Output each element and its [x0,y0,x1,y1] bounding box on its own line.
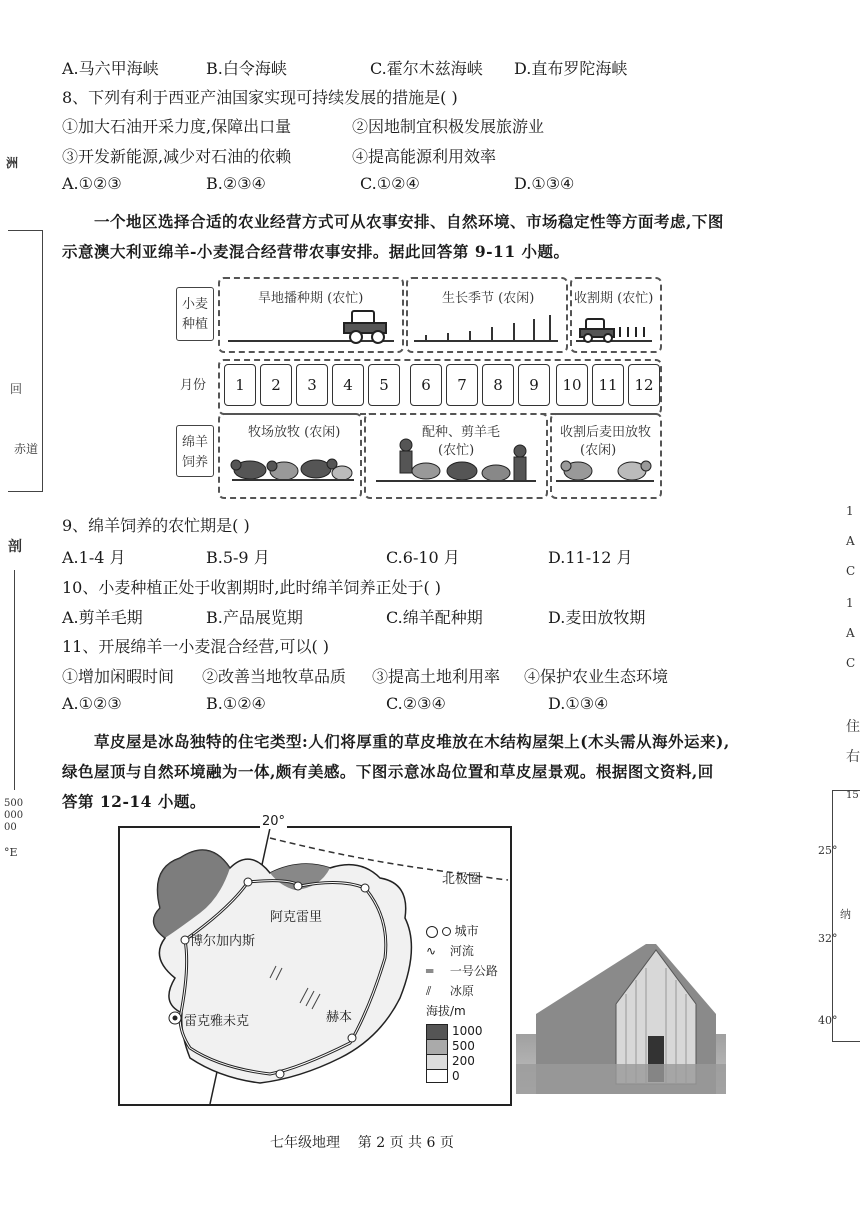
right-margin-text-13: 40° [818,1014,838,1027]
q10-option-b: B.产品展览期 [206,608,303,627]
sheep-flock-grazing-icon [231,459,354,480]
q11-option-a: A.①②③ [62,694,122,713]
month-1: 1 [224,364,256,406]
q7-option-d: D.直布罗陀海峡 [514,59,628,78]
elevation-1000: 1000 [452,1024,483,1038]
right-margin-text-9: 15 [846,790,859,801]
right-margin-text-1: 1 [846,504,854,518]
q10-stem: 10、小麦种植正处于收割期时,此时绵羊饲养正处于( ) [62,578,442,597]
q11-option-d: D.①③④ [548,694,609,713]
right-margin-text-3: C [846,564,856,578]
month-11: 11 [592,364,624,406]
q10-option-d: D.麦田放牧期 [548,608,646,627]
q11-option-b: B.①②④ [206,694,266,713]
map-city-akureyri: 阿克雷里 [270,910,323,925]
sheep-phase-stubble-label-1: 收割后麦田放牧 [560,425,652,440]
elevation-500: 500 [452,1039,475,1053]
legend-road-label: 一号公路 [449,964,498,978]
intro-paragraph-2-line-2: 绿色屋顶与自然环境融为一体,颇有美感。下图示意冰岛位置和草皮屋景观。根据图文资料,回 [62,762,714,781]
river-symbol-icon: ∿ [426,944,437,958]
q9-option-c: C.6-10 月 [386,548,460,567]
q8-option-d: D.①③④ [514,174,575,193]
wheat-row-label-line-2: 种植 [182,317,209,332]
month-2: 2 [260,364,292,406]
q8-statement-4: ④提高能源利用效率 [352,147,497,166]
intro-paragraph-2-line-3: 答第 12-14 小题。 [62,792,206,811]
month-10: 10 [556,364,588,406]
legend-elevation-title: 海拔/m [426,1004,466,1018]
left-margin-text-7: 00 [4,822,17,833]
q8-option-c: C.①②④ [360,174,420,193]
q8-option-a: A.①②③ [62,174,122,193]
q9-option-b: B.5-9 月 [206,548,270,567]
page-footer: 七年级地理 第 2 页 共 6 页 [270,1135,454,1151]
city-akureyri-marker [294,882,302,890]
intro-paragraph-1-line-2: 示意澳大利亚绵羊-小麦混合经营带农事安排。据此回答第 9-11 小题。 [62,242,570,261]
q11-statement-1: ①增加闲暇时间 [62,667,175,686]
elevation-0: 0 [452,1069,460,1083]
right-margin-text-7: 住 [846,719,860,735]
elevation-200: 200 [452,1054,475,1068]
right-margin-text-11: 纳 [840,908,851,921]
legend-city [426,922,510,942]
iceland-map [118,814,512,1106]
month-7: 7 [446,364,478,406]
q11-statement-3: ③提高土地利用率 [372,667,501,686]
glacier-symbol-icon: ⫽ [426,984,432,998]
q10-option-c: C.绵羊配种期 [386,608,483,627]
q8-option-b: B.②③④ [206,174,266,193]
legend-road [426,962,510,982]
q11-statement-2: ②改善当地牧草品质 [202,667,347,686]
q11-statement-4: ④保护农业生态环境 [524,667,669,686]
month-3: 3 [296,364,328,406]
map-city-reykjavik: 雷克雅未克 [184,1014,250,1029]
wheat-phase-harvest-label: 收割期 (农忙) [574,291,654,306]
q8-statement-2: ②因地制宜积极发展旅游业 [352,117,545,136]
sheep-phase-stubble-label-2: (农闲) [580,443,617,458]
city-borgarnes-marker [181,936,189,944]
sheep-phase-breeding-label-1: 配种、剪羊毛 [422,425,501,440]
right-margin-text-6: C [846,656,856,670]
legend-city-label: 城市 [454,924,479,938]
month-12: 12 [628,364,660,406]
q11-stem: 11、开展绵羊一小麦混合经营,可以( ) [62,637,330,656]
month-8: 8 [482,364,514,406]
left-margin-text-6: 000 [4,810,24,821]
map-city-hofn: 赫本 [326,1010,353,1025]
legend-elevation-scale [426,1024,510,1082]
q11-option-c: C.②③④ [386,694,446,713]
turf-house-photo [516,944,726,1094]
left-margin-text-2: 回 [10,382,23,396]
intro-paragraph-2-line-1: 草皮屋是冰岛独特的住宅类型:人们将厚重的草皮堆放在木结构屋架上(木头需从海外运来), [94,732,730,751]
left-margin-text-4: 剖 [8,539,22,555]
map-city-borgarnes: 博尔加内斯 [190,934,256,949]
left-margin-text-5: 500 [4,798,24,809]
sheep-row-label-line-1: 绵羊 [182,435,209,450]
q7-option-c: C.霍尔木兹海峡 [370,59,483,78]
right-margin-text-8: 右 [846,749,860,765]
legend-glacier [426,982,510,1002]
sheep-stubble-grazing-icon [556,461,654,481]
q8-statement-1: ①加大石油开采力度,保障出口量 [62,117,292,136]
right-margin-text-2: A [846,534,855,548]
q8-statement-3: ③开发新能源,减少对石油的依赖 [62,147,292,166]
q7-option-a: A.马六甲海峡 [62,59,159,78]
shearing-scene-icon [376,439,536,481]
q9-stem: 9、绵羊饲养的农忙期是( ) [62,516,250,535]
wheat-row-label-line-1: 小麦 [182,297,209,312]
legend-river [426,942,510,962]
sheep-row-illustration [176,275,666,500]
q10-option-a: A.剪羊毛期 [62,608,143,627]
month-6: 6 [410,364,442,406]
left-margin-text-8: °E [4,846,18,859]
map-longitude-label: 20° [262,814,286,829]
left-margin-text-3: 赤道 [14,442,39,456]
sheep-phase-breeding-label-2: (农忙) [438,443,475,458]
sheep-phase-grazing-label: 牧场放牧 (农闲) [248,425,341,440]
wheat-phase-growing-label: 生长季节 (农闲) [442,291,535,306]
city-symbol-icon [426,926,438,938]
intro-paragraph-1-line-1: 一个地区选择合适的农业经营方式可从农事安排、自然环境、市场稳定性等方面考虑,下图 [94,212,724,231]
map-arctic-circle-label: 北极圈 [442,872,482,887]
sheep-row-label-line-2: 饲养 [182,455,209,470]
q9-option-d: D.11-12 月 [548,548,633,567]
city-hofn-marker [348,1034,356,1042]
left-margin-line [14,570,15,790]
farm-calendar-diagram [176,275,666,500]
q7-option-b: B.白令海峡 [206,59,287,78]
map-legend [426,922,510,1082]
right-margin-text-4: 1 [846,596,854,610]
month-4: 4 [332,364,364,406]
month-row-label: 月份 [180,378,207,393]
legend-glacier-label: 冰原 [449,984,474,998]
right-margin-text-10: 25° [818,844,838,857]
wheat-phase-sowing-label: 旱地播种期 (农忙) [258,291,364,306]
right-margin-text-12: 32° [818,932,838,945]
month-5: 5 [368,364,400,406]
legend-river-label: 河流 [449,944,474,958]
road-symbol-icon: ═ [426,964,434,978]
month-9: 9 [518,364,550,406]
left-margin-text-1: 洲 [6,156,19,170]
q9-option-a: A.1-4 月 [62,548,126,567]
city-symbol-small-icon [442,927,451,936]
right-margin-text-5: A [846,626,855,640]
q8-stem: 8、下列有利于西亚产油国家实现可持续发展的措施是( ) [62,88,458,107]
